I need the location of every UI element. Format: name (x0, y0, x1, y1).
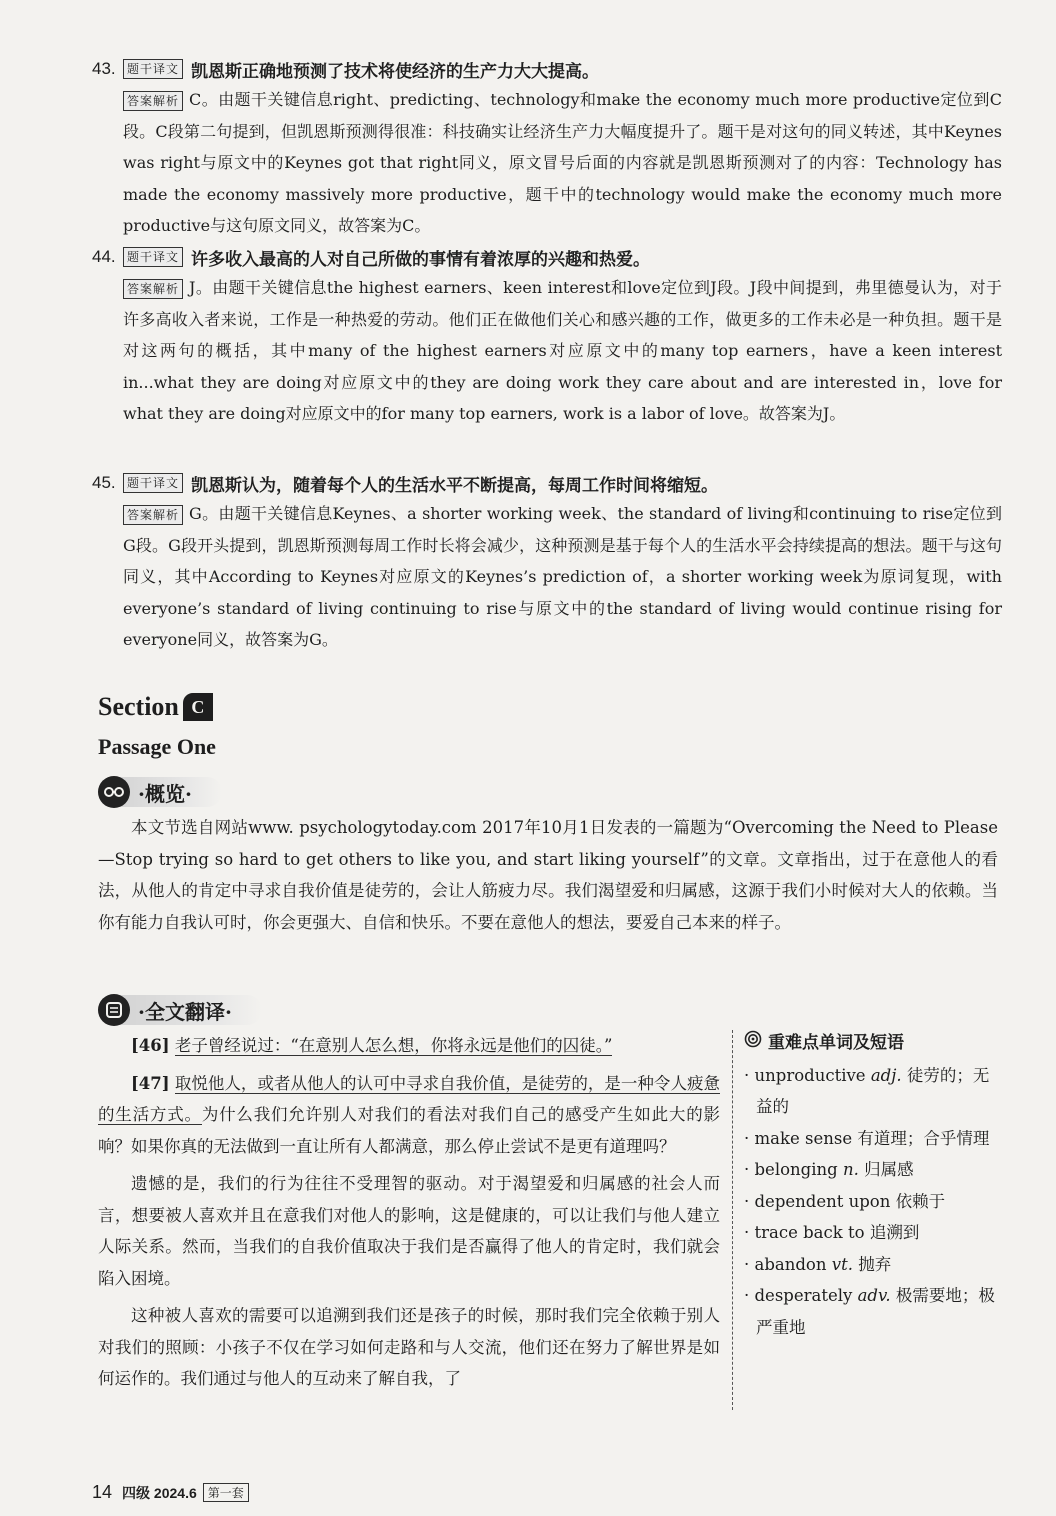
answer-explanation (123, 498, 1002, 656)
answer-text: C。由题干关键信息right、predicting、technology和make the economy much more productive定位到C段。C段第二句提到，但凯恩斯预测得很准：科技确实让经济生产力大幅度提升了。题干是对这句的同义转述，其中Keynes was right与原文中的Keynes got that right同义，原文冒号后面的内容就是凯恩斯预测对了的内容：Technology has made the economy massively more productive，题干中的technology would make the economy much more productive与这句原文同义，故答案为C。 (123, 90, 1002, 235)
vocab-word: make sense (754, 1128, 853, 1148)
page-footer (92, 1482, 249, 1503)
translation-paragraph: 这种被人喜欢的需要可以追溯到我们还是孩子的时候，那时我们完全依赖于别人对我们的照顾：小孩子不仅在学习如何走路和与人交流，他们还在努力了解世界是如何运作的。我们通过与他人的互动来了解自我，了 (98, 1306, 720, 1388)
answer-tag: 答案解析 (123, 279, 183, 299)
vocab-word: abandon (754, 1254, 827, 1274)
item-number: 43. (92, 59, 116, 78)
target-icon (744, 1028, 762, 1060)
vocab-word: unproductive (754, 1065, 866, 1085)
answer-explanation (123, 272, 1002, 430)
translation-paragraph-46 (98, 1030, 720, 1062)
translation-heading-text: ·全文翻译· (138, 999, 232, 1024)
question-translation-tag: 题干译文 (123, 473, 183, 493)
vocab-meaning: 徒劳的；无益的 (756, 1065, 990, 1116)
glasses-icon (98, 776, 130, 808)
item-number: 45. (92, 473, 116, 492)
question-translation: 凯恩斯认为，随着每个人的生活水平不断提高，每周工作时间将缩短。 (191, 475, 719, 496)
item-header (92, 242, 1002, 272)
vocab-item: · dependent upon 依赖于 (744, 1191, 946, 1211)
vocab-meaning: 追溯到 (869, 1223, 920, 1242)
vocab-meaning: 有道理；合乎情理 (857, 1128, 990, 1148)
vocab-item: · trace back to 追溯到 (744, 1223, 920, 1242)
item-number: 44. (92, 247, 116, 266)
answer-tag: 答案解析 (123, 91, 183, 111)
translation-paragraph: 遗憾的是，我们的行为往往不受理智的驱动。对于渴望爱和归属感的社会人而言，想要被人喜欢并且在意我们对他人的影响，这是健康的，可以让我们与他人建立人际关系。然而，当我们的自我价值取决于我们是否赢得了他人的肯定时，我们就会陷入困境。 (98, 1174, 720, 1288)
vocab-meaning: 抛弃 (858, 1254, 892, 1274)
question-translation: 许多收入最高的人对自己所做的事情有着浓厚的兴趣和热爱。 (191, 249, 651, 270)
vocab-item: · desperately adv. 极需要地；极严重地 (744, 1286, 995, 1337)
vocab-meaning: 归属感 (864, 1160, 914, 1179)
answer-text: G。由题干关键信息Keynes、a shorter working week、the standard of living和continuing to rise定位到G段。G段开头提到，凯恩斯预测每周工作时长将会减少，这种预测是基于每个人的生活水平会持续提高的想法。题干与这句同义，其中According to Keynes对应原文的Keynes’s prediction of，a shorter working week为原词复现，with everyone’s standard of living continuing to rise与原文中的the standard of living would continue rising for everyone同义，故答案为G。 (123, 504, 1002, 649)
vocab-pos: adv. (857, 1286, 891, 1305)
paragraph-marker: [46] (131, 1036, 170, 1055)
answer-text: J。由题干关键信息the highest earners、keen interest和love定位到J段。J段中间提到，弗里德曼认为，对于许多高收入者来说，工作是一种热爱的劳动。他们正在做他们关心和感兴趣的工作，做更多的工作未必是一种负担。题干是对这两句的概括，其中many of the highest earners对应原文中的many top earners，have a keen interest in...what they are doing对应原文中的they are doing work they care about and are interested in，love for what they are doing对应原文中的for many top earners, work is a labor of love。故答案为J。 (123, 278, 1002, 423)
translation-paragraph-47 (98, 1068, 720, 1163)
underlined-sentence: 取悦他人，或者从他人的认可中寻求自我价值，是徒劳的，是一种令人疲惫的生活方式。 (98, 1073, 720, 1124)
vocab-word: belonging (754, 1160, 838, 1179)
vocabulary-box (744, 1028, 1004, 1343)
question-translation-tag: 题干译文 (123, 59, 183, 79)
vocab-word: dependent upon (754, 1191, 891, 1211)
vocab-pos: vt. (831, 1254, 853, 1274)
document-icon (98, 994, 130, 1026)
question-translation-tag: 题干译文 (123, 247, 183, 267)
vocab-word: trace back to (754, 1223, 865, 1242)
answer-explanation (123, 84, 1002, 242)
column-divider (732, 1030, 733, 1410)
overview-paragraph: 本文节选自网站www. psychologytoday.com 2017年10月1日发表的一篇题为“Overcoming the Need to Please—Stop trying so hard to get others to like you, and start liking yourself”的文章。文章指出，过于在意他人的看法，从他人的肯定中寻求自我价值是徒劳的，会让人筋疲力尽。我们渴望爱和归属感，这源于我们小时候对大人的依赖。当你有能力自我认可时，你会更强大、自信和快乐。不要在意他人的想法，要爱自己本来的样子。 (98, 818, 998, 932)
page-number: 14 (92, 1482, 113, 1502)
vocab-pos: adj. (870, 1065, 902, 1085)
vocab-item: · belonging n. 归属感 (744, 1160, 914, 1179)
answer-item-43 (92, 54, 1002, 242)
section-badge: C (183, 693, 213, 721)
underlined-sentence: 老子曾经说过：“在意别人怎么想，你将永远是他们的囚徒。” (174, 1036, 613, 1055)
answer-item-45 (92, 468, 1002, 656)
vocab-item: · make sense 有道理；合乎情理 (744, 1128, 990, 1148)
vocab-item: · unproductive adj. 徒劳的；无益的 (744, 1065, 990, 1116)
section-label: Section (98, 692, 179, 721)
translation-heading (98, 995, 262, 1025)
vocab-meaning: 极需要地；极严重地 (756, 1286, 995, 1337)
vocab-item: · abandon vt. 抛弃 (744, 1254, 892, 1274)
section-title (98, 692, 213, 722)
translation-body (98, 1030, 720, 1401)
overview-heading-text: ·概览· (138, 781, 192, 806)
vocab-word: desperately (754, 1286, 853, 1305)
vocabulary-title (744, 1028, 1004, 1060)
item-header (92, 468, 1002, 498)
set-label: 第一套 (203, 1483, 249, 1502)
paragraph-marker: [47] (131, 1073, 170, 1093)
overview-heading (98, 777, 222, 807)
passage-title: Passage One (98, 734, 216, 759)
vocab-meaning: 依赖于 (895, 1191, 946, 1211)
answer-item-44 (92, 242, 1002, 430)
item-header (92, 54, 1002, 84)
vocabulary-title-text: 重难点单词及短语 (768, 1033, 904, 1053)
vocab-pos: n. (842, 1160, 859, 1179)
answer-tag: 答案解析 (123, 505, 183, 525)
overview-text (98, 812, 998, 938)
issue-label: 四级 2024.6 (122, 1484, 197, 1501)
question-translation: 凯恩斯正确地预测了技术将使经济的生产力大大提高。 (191, 61, 600, 82)
paragraph-text: 为什么我们允许别人对我们的看法对我们自己的感受产生如此大的影响？如果你真的无法做到一直让所有人都满意，那么停止尝试不是更有道理吗？ (98, 1105, 721, 1156)
